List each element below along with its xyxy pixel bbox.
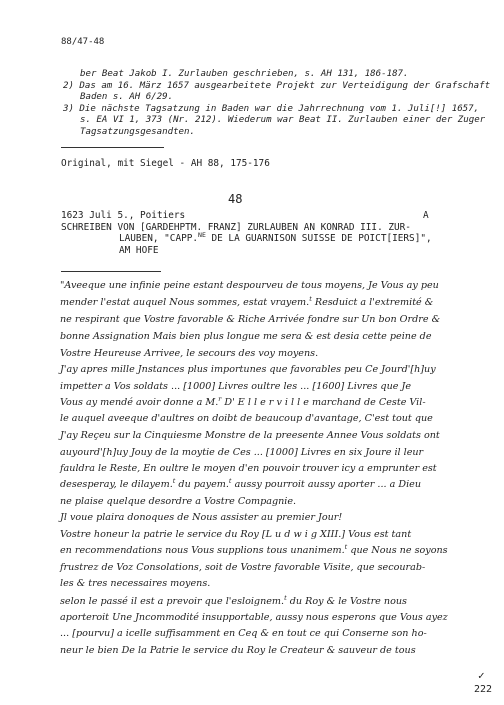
body-line: "Aveeque une infinie peine estant despourveu de tous moyens, Je Vous ay peu xyxy=(60,280,439,291)
body-text: du payem. xyxy=(175,479,229,490)
body-line: fauldra le Reste, En oultre le moyen d'en pouvoir trouver icy a emprunter est xyxy=(60,463,437,474)
footnote-line: Baden s. AH 6/29. xyxy=(80,92,174,102)
footnote-line: s. EA VI 1, 373 (Nr. 212). Wiederum war Beat II. Zurlauben einer der Zuger xyxy=(80,115,486,125)
body-line: J'ay apres mille Jnstances plus importunes que favorables peu Ce Jourd'[h]uy xyxy=(60,364,436,375)
body-text: que Nous ne soyons xyxy=(347,545,448,556)
body-text: aussy pourroit aussy aporter ... a Dieu xyxy=(231,479,422,490)
body-line: bonne Assignation Mais bien plus longue me sera & est desia cette peine de xyxy=(60,331,432,342)
body-line: impetter a Vos soldats ... [1000] Livres oultre les ... [1600] Livres que Je xyxy=(60,381,412,392)
separator-rule xyxy=(61,147,164,148)
checkmark-icon: ✓ xyxy=(478,669,485,682)
body-text: selon le passé il est a prevoir que l'esloignem. xyxy=(60,596,285,607)
body-superscript: t xyxy=(309,294,312,303)
title-text: DE LA GUARNISON SUISSE DE POICT[IERS]", xyxy=(205,233,432,244)
archive-reference: 88/47-48 xyxy=(61,37,105,47)
title-superscript: NE xyxy=(198,230,206,239)
body-line: Vostre honeur la patrie le service du Roy [L u d w i g XIII.] Vous est tant xyxy=(60,529,412,540)
page-number: 222 xyxy=(474,684,493,695)
footnote-line: 2) Das am 16. März 1657 ausgearbeitete Projekt zur Verteidigung der Grafschaft xyxy=(63,81,491,91)
body-superscript: t xyxy=(284,593,287,602)
body-line xyxy=(60,294,490,309)
body-line: auyourd'[h]uy Jouy de la moytie de Ces ... [1000] Livres en six Joure il leur xyxy=(60,447,424,458)
body-superscript: t xyxy=(172,476,176,485)
body-line: ... [pourvu] a icelle suffisamment en Ceq & en tout ce qui Conserne son ho- xyxy=(60,628,427,639)
body-line xyxy=(60,542,490,557)
body-superscript: r xyxy=(218,394,222,403)
body-text: du Roy & le Vostre nous xyxy=(286,596,407,607)
body-text: D' E l l e r v i l l e marchand de Ceste Vil- xyxy=(221,397,426,408)
title-line xyxy=(119,230,432,244)
body-line: Vostre Heureuse Arrivee, le secours des voy moyens. xyxy=(60,348,319,359)
body-line: neur le bien De la Patrie le service du Roy le Createur & sauveur de tous xyxy=(60,645,416,656)
title-line: AM HOFE xyxy=(119,245,159,256)
title-text: LAUBEN, "CAPP. xyxy=(119,233,199,244)
body-text: en recommendations nous Vous supplions tous unanimem. xyxy=(60,545,345,556)
body-text: desesperay, le dilayem. xyxy=(60,479,173,490)
body-line: ne plaise quelque desordre a Vostre Compagnie. xyxy=(60,496,297,507)
source-line: Original, mit Siegel - AH 88, 175-176 xyxy=(61,158,270,169)
body-line: le auquel aveeque d'aultres on doibt de beaucoup d'avantage, C'est tout que xyxy=(60,413,433,424)
footnote-line: 3) Die nächste Tagsatzung in Baden war die Jahrrechnung vom 1. Juli[!] 1657, xyxy=(63,104,480,114)
body-text: mender l'estat auquel Nous sommes, estat vrayem. xyxy=(60,297,310,308)
body-line: J'ay Reçeu sur la Cinquiesme Monstre de la preesente Annee Vous soldats ont xyxy=(60,430,440,441)
document-marker: A xyxy=(423,210,429,221)
body-line: frustrez de Voz Consolations, soit de Vostre favorable Visite, que secourab- xyxy=(60,562,426,573)
footnote-line: ber Beat Jakob I. Zurlauben geschrieben, s. AH 131, 186-187. xyxy=(80,69,409,79)
document-number: 48 xyxy=(228,192,243,206)
title-line: SCHREIBEN VON [GARDEHPTM. FRANZ] ZURLAUBEN AN KONRAD III. ZUR- xyxy=(61,222,411,233)
body-line xyxy=(60,476,490,491)
body-line: ne respirant que Vostre favorable & Riche Arrivée fondre sur Un bon Ordre & xyxy=(60,314,441,325)
body-text: Resduict a l'extremité & xyxy=(311,297,434,308)
body-text: Vous ay mendé avoir donne a M. xyxy=(60,397,219,408)
body-line: Jl voue plaira donoques de Nous assister au premier Jour! xyxy=(60,512,343,523)
body-line xyxy=(60,593,490,608)
body-superscript: t xyxy=(228,476,232,485)
body-superscript: t xyxy=(344,542,348,551)
separator-rule xyxy=(61,271,161,272)
date-place: 1623 Juli 5., Poitiers xyxy=(61,210,186,221)
body-line xyxy=(60,394,490,409)
body-line: aporteroit Une Jncommodité insupportable, aussy nous esperons que Vous ayez xyxy=(60,612,448,623)
footnote-line: Tagsatzungsgesandten. xyxy=(80,127,195,137)
body-line: les & tres necessaires moyens. xyxy=(60,578,211,589)
